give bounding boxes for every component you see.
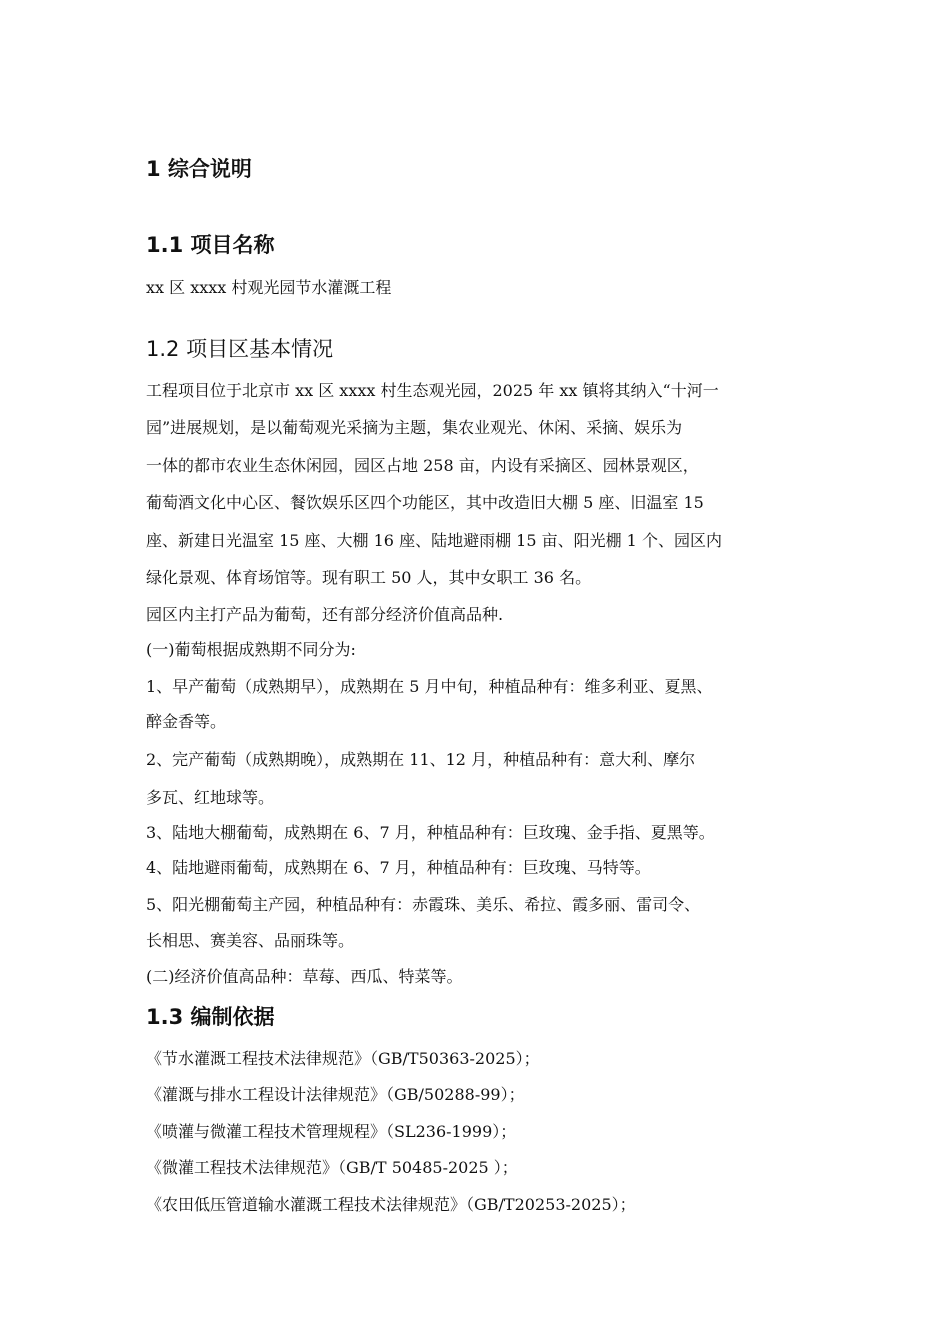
basic-info-line: 园”进展规划，是以葡萄观光采摘为主题，集农业观光、休闲、采摘、娱乐为 <box>146 418 683 437</box>
reference-item: 《灌溉与排水工程设计法律规范》（GB/50288-99）； <box>146 1085 525 1104</box>
section-1-1-heading: 1.1 项目名称 <box>146 233 275 257</box>
basic-info-line: 工程项目位于北京市 xx 区 xxxx 村生态观光园，2025 年 xx 镇将其纳入“十河一 <box>146 381 719 400</box>
basic-info-line: 3、陆地大棚葡萄，成熟期在 6、7 月，种植品种有：巨玫瑰、金手指、夏黑等。 <box>146 823 715 842</box>
basic-info-line: 葡萄酒文化中心区、餐饮娱乐区四个功能区，其中改造旧大棚 5 座、旧温室 15 <box>146 493 704 512</box>
reference-item: 《农田低压管道输水灌溉工程技术法律规范》（GB/T20253-2025）； <box>146 1195 636 1214</box>
basic-info-line: (二)经济价值高品种：草莓、西瓜、特菜等。 <box>146 967 463 986</box>
basic-info-line: 座、新建日光温室 15 座、大棚 16 座、陆地避雨棚 15 亩、阳光棚 1 个、园区内 <box>146 531 722 550</box>
basic-info-line: 2、完产葡萄（成熟期晚），成熟期在 11、12 月，种植品种有：意大利、摩尔 <box>146 750 696 769</box>
basic-info-line: 长相思、赛美容、品丽珠等。 <box>146 931 355 950</box>
basic-info-line: 绿化景观、体育场馆等。现有职工 50 人，其中女职工 36 名。 <box>146 568 592 587</box>
basic-info-line: 醉金香等。 <box>146 712 227 731</box>
basic-info-line: (一)葡萄根据成熟期不同分为: <box>146 640 356 659</box>
basic-info-line: 4、陆地避雨葡萄，成熟期在 6、7 月，种植品种有：巨玫瑰、马特等。 <box>146 858 651 877</box>
reference-item: 《喷灌与微灌工程技术管理规程》（SL236-1999）； <box>146 1122 517 1141</box>
section-1-2-heading: 1.2 项目区基本情况 <box>146 337 334 361</box>
section-1-3-heading: 1.3 编制依据 <box>146 1005 275 1029</box>
basic-info-line: 一体的都市农业生态休闲园，园区占地 258 亩，内设有采摘区、园林景观区， <box>146 456 699 475</box>
section-1-heading: 1 综合说明 <box>146 157 252 181</box>
basic-info-line: 多瓦、红地球等。 <box>146 788 275 807</box>
basic-info-line: 1、早产葡萄（成熟期早），成熟期在 5 月中旬，种植品种有：维多利亚、夏黑、 <box>146 677 713 696</box>
basic-info-line: 园区内主打产品为葡萄，还有部分经济价值高品种. <box>146 605 504 624</box>
project-name-text: xx 区 xxxx 村观光园节水灌溉工程 <box>146 278 392 297</box>
basic-info-line: 5、阳光棚葡萄主产园，种植品种有：赤霞珠、美乐、希拉、霞多丽、雷司令、 <box>146 895 701 914</box>
reference-item: 《微灌工程技术法律规范》（GB/T 50485-2025 ）； <box>146 1158 518 1177</box>
reference-item: 《节水灌溉工程技术法律规范》（GB/T50363-2025）； <box>146 1049 540 1068</box>
